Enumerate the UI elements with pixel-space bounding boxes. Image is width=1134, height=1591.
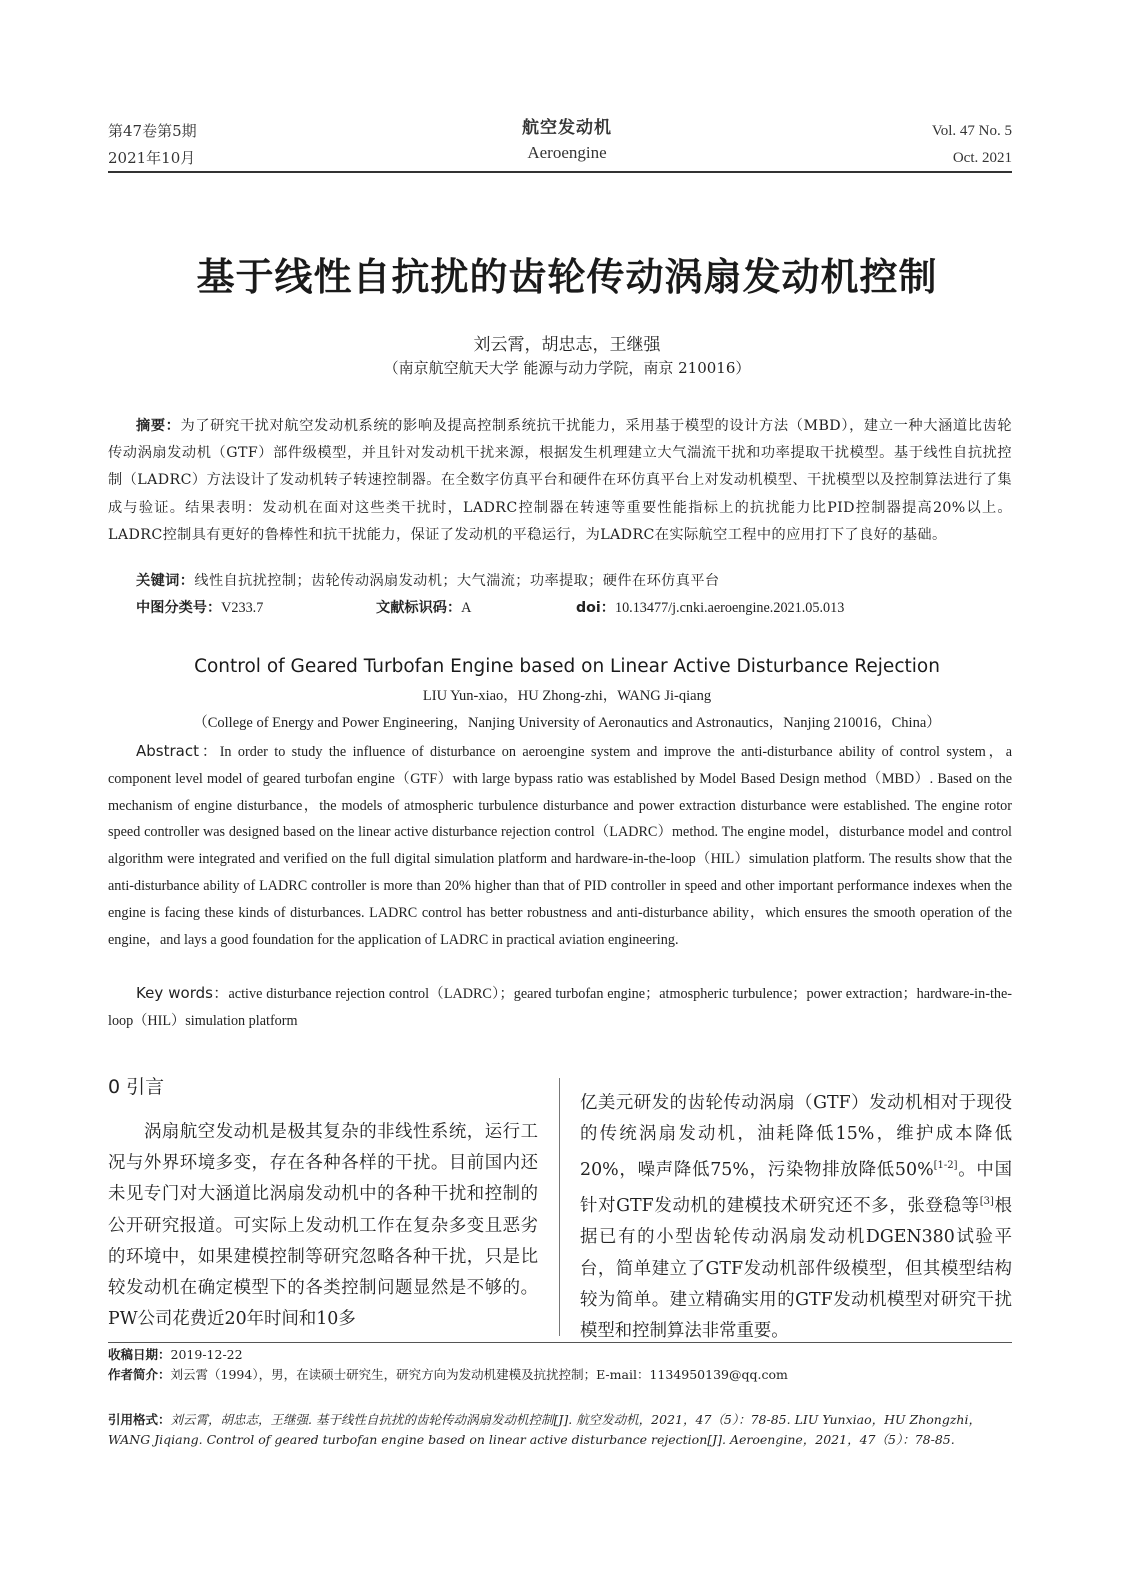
- clc-label: 中图分类号：: [136, 600, 222, 616]
- doi-value: 10.13477/j.cnki.aeroengine.2021.05.013: [614, 600, 845, 616]
- citation-value: 刘云霄，胡忠志，王继强. 基于线性自抗扰的齿轮传动涡扇发动机控制[J]. 航空发动机，2021，47（5）：78-85. LIU Yunxiao，HU Zhongzhi，WANG Jiqiang. Control of geared turbofan engine based on linear active disturbance rejection[J]. Aeroengine，2021，47（5）：78-85.: [108, 1412, 981, 1447]
- paper-title-cn: 基于线性自抗扰的齿轮传动涡扇发动机控制: [196, 254, 938, 299]
- volume-issue: 第47卷第5期: [108, 122, 197, 140]
- author-bio-value: 刘云霄（1994），男，在读硕士研究生，研究方向为发动机建模及抗扰控制；E-mail：1134950139@qq.com: [170, 1367, 788, 1382]
- abstract-en: [108, 738, 1012, 953]
- issue-date-en: Oct. 2021: [952, 150, 1012, 166]
- footnote-rule: [108, 1342, 1012, 1343]
- issue-date: 2021年10月: [108, 149, 196, 167]
- keywords-cn-text: 线性自抗扰控制；齿轮传动涡扇发动机；大气湍流；功率提取；硬件在环仿真平台: [194, 573, 720, 589]
- doi: [576, 597, 844, 617]
- received-value: 2019-12-22: [170, 1347, 243, 1362]
- affiliation-en: （College of Energy and Power Engineering，Nanjing University of Aeronautics and Astronautics，Nanjing 210016，China）: [193, 715, 941, 731]
- keywords-cn: [136, 570, 720, 590]
- volume-info-en: [932, 118, 1012, 172]
- body-right-text-c: 根据已有的小型齿轮传动涡扇发动机DGEN380试验平台，简单建立了GTF发动机部件级模型，但其模型结构较为简单。建立精确实用的GTF发动机模型对研究干扰模型和控制算法非常重要。: [580, 1196, 1012, 1342]
- received-date: [108, 1346, 1012, 1364]
- author-bio-label: 作者简介：: [108, 1367, 171, 1382]
- keywords-en: [108, 980, 1012, 1035]
- doi-label: doi：: [576, 600, 615, 616]
- journal-name-en: Aeroengine: [527, 143, 607, 162]
- document-code-value: A: [461, 600, 472, 616]
- column-divider: [559, 1078, 560, 1336]
- received-label: 收稿日期：: [108, 1347, 171, 1362]
- abstract-cn-label: 摘要：: [136, 418, 181, 434]
- document-code: [376, 597, 471, 617]
- clc-value: V233.7: [221, 600, 264, 616]
- abstract-en-text: In order to study the influence of disturbance on aeroengine system and improve the anti-disturbance ability of control system，a component level model of geared turbofan engine（GTF）with large bypass ratio was established by Model Based Design method（MBD）. Based on the mechanism of engine disturbance，the models of atmospheric turbulence disturbance and power extraction disturbance were established. The engine rotor speed controller was designed based on the linear active disturbance rejection control（LADRC）method. The engine model，disturbance model and control algorithm were integrated and verified on the full digital simulation platform and hardware-in-the-loop（HIL）simulation platform. The results show that the anti-disturbance ability of LADRC controller is more than 20% higher than that of PID controller in speed and other important performance indexes when the engine is facing these kinds of disturbances. LADRC control has better robustness and anti-disturbance ability，which ensures the smooth operation of the engine，and lays a good foundation for the application of LADRC in practical aviation engineering.: [108, 744, 1012, 948]
- body-left-column: 涡扇航空发动机是极其复杂的非线性系统，运行工况与外界环境多变，存在各种各样的干扰。目前国内还未见专门对大涵道比涡扇发动机中的各种干扰和控制的公开研究报道。可实际上发动机工作在复杂多变且恶劣的环境中，如果建模控制等研究忽略各种干扰，只是比较发动机在确定模型下的各类控制问题显然是不够的。PW公司花费近20年时间和10多: [108, 1122, 538, 1330]
- section-heading: 0 引言: [108, 1076, 165, 1098]
- authors-cn: 刘云霄，胡忠志，王继强: [473, 335, 661, 355]
- journal-name-cn: 航空发动机: [522, 118, 612, 138]
- paper-title-en: Control of Geared Turbofan Engine based on Linear Active Disturbance Rejection: [194, 656, 940, 677]
- keywords-en-text: active disturbance rejection control（LADRC）；geared turbofan engine；atmospheric turbulence；power extraction；hardware-in-the-loop（HIL）simulation platform: [108, 986, 1012, 1029]
- abstract-cn: [108, 413, 1012, 549]
- header-rule: [108, 171, 1012, 173]
- volume-number-en: Vol. 47 No. 5: [931, 123, 1012, 139]
- citation-label: 引用格式：: [108, 1412, 171, 1427]
- document-code-label: 文献标识码：: [376, 600, 462, 616]
- keywords-cn-label: 关键词：: [136, 573, 195, 589]
- author-bio: [108, 1366, 1012, 1384]
- body-right-column: [580, 1088, 1012, 1347]
- affiliation-cn: （南京航空航天大学 能源与动力学院，南京 210016）: [383, 359, 751, 377]
- keywords-en-label: Key words：: [136, 984, 229, 1002]
- body-right-text-a: 亿美元研发的齿轮传动涡扇（GTF）发动机相对于现役的传统涡扇发动机，油耗降低15%，维护成本降低20%，噪声降低75%，污染物排放降低50%: [580, 1093, 1012, 1181]
- abstract-en-label: Abstract：: [136, 742, 220, 760]
- citation-format: [108, 1410, 1012, 1450]
- body-right-text-b: 。中国针对GTF发动机的建模技术研究还不多，张登稳等: [580, 1160, 1012, 1217]
- authors-en: LIU Yun-xiao，HU Zhong-zhi，WANG Ji-qiang: [422, 688, 712, 704]
- clc-number: [136, 597, 263, 617]
- reference-marker: [1-2]: [933, 1160, 958, 1172]
- abstract-cn-text: 为了研究干扰对航空发动机系统的影响及提高控制系统抗干扰能力，采用基于模型的设计方法（MBD），建立一种大涵道比齿轮传动涡扇发动机（GTF）部件级模型，并且针对发动机干扰来源，根据发生机理建立大气湍流干扰和功率提取干扰模型。基于线性自抗扰控制（LADRC）方法设计了发动机转子转速控制器。在全数字仿真平台和硬件在环仿真平台上对发动机模型、干扰模型以及控制算法进行了集成与验证。结果表明：发动机在面对这些类干扰时，LADRC控制器在转速等重要性能指标上的抗扰能力比PID控制器提高20%以上。LADRC控制具有更好的鲁棒性和抗干扰能力，保证了发动机的平稳运行，为LADRC在实际航空工程中的应用打下了良好的基础。: [108, 418, 1012, 543]
- reference-marker: [3]: [979, 1196, 994, 1208]
